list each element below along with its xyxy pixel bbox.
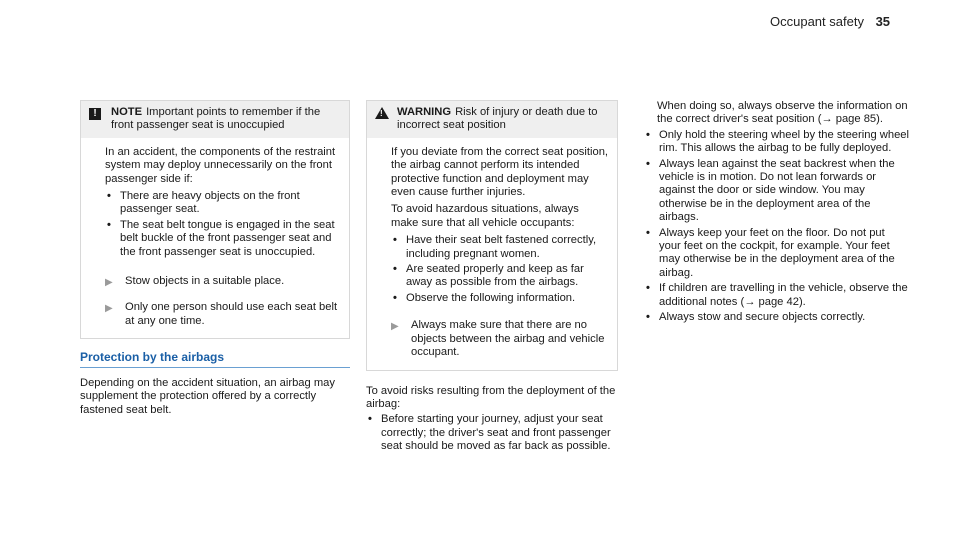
list-item: • Are seated properly and keep as far away as possible from the airbags. (393, 263, 584, 289)
list-item: • Only hold the steering wheel by the steering wheel rim. This allows the airbag to be fully deployed. (646, 128, 910, 155)
warning-box (366, 100, 618, 371)
bullet-icon: • (646, 226, 650, 239)
airbag-risk-text (366, 385, 618, 454)
warning-paragraph: To avoid hazardous situations, always make sure that all vehicle occupants: (391, 203, 579, 229)
middle-column (366, 100, 618, 456)
list-item: • Observe the following information. (393, 291, 576, 304)
section-body: Depending on the accident situation, an airbag may supplement the protection offered by a correctly fastened seat belt. (80, 377, 335, 416)
warning-box-header (367, 101, 617, 138)
right-column (644, 100, 909, 327)
list-item: • There are heavy objects on the front passenger seat. (107, 190, 300, 216)
note-box-body (81, 138, 349, 338)
list-item: • Always keep your feet on the floor. Do not put your feet on the cockpit, for example. Your feet may otherwise be in the deployment area of the airbag. (646, 226, 895, 279)
list-item: • Always lean against the seat backrest when the vehicle is in motion. Do not lean forwards or against the door or side window. You may otherwise be in the deployment area of the airbags. (646, 157, 895, 224)
exclamation-icon: ! (89, 108, 101, 120)
list-item: • If children are travelling in the vehicle, observe the additional notes (→ page 42). (646, 282, 908, 308)
running-head (770, 14, 946, 29)
note-keyword: NOTE (111, 106, 143, 118)
left-column (80, 100, 350, 339)
section-heading: Protection by the airbags (80, 350, 350, 368)
warning-paragraph: If you deviate from the correct seat position, the airbag cannot perform its intended protective function and deployment may even cause further injuries. (391, 145, 609, 199)
bullet-icon: • (646, 128, 650, 141)
warning-triangle-icon: ! (375, 107, 389, 119)
bullet-icon: • (646, 282, 650, 295)
bullet-icon: • (393, 263, 397, 276)
note-box-header (81, 101, 349, 138)
section-title: Occupant safety (770, 14, 864, 29)
bullet-icon: • (646, 157, 650, 170)
step-item: ▶ Stow objects in a suitable place. (105, 275, 285, 289)
bullet-icon: • (107, 190, 111, 203)
bullet-icon: • (368, 413, 372, 426)
play-arrow-icon: ▶ (105, 277, 113, 289)
note-heading: Important points to remember if the front passenger seat is unoccupied (111, 106, 321, 132)
bullet-icon: • (393, 291, 397, 304)
list-item: • Before starting your journey, adjust your seat correctly; the driver's seat and front passenger seat should be moved as far back as possible. (368, 413, 611, 453)
page-number: 35 (875, 14, 891, 29)
warning-heading: Risk of injury or death due to incorrect seat position (397, 106, 598, 132)
list-item: • The seat belt tongue is engaged in the seat belt buckle of the front passenger seat and the front passenger seat is unoccupied. (107, 218, 335, 258)
warning-box-body (367, 138, 617, 370)
bullet-icon: • (107, 218, 111, 231)
bullet-icon: • (393, 234, 397, 247)
warning-keyword: WARNING (397, 106, 452, 118)
play-arrow-icon: ▶ (105, 303, 113, 315)
note-box (80, 100, 350, 339)
play-arrow-icon: ▶ (391, 321, 399, 333)
list-item: • Always stow and secure objects correctly. (646, 311, 866, 324)
step-item: ▶ Only one person should use each seat belt at any one time. (105, 301, 338, 327)
paragraph: To avoid risks resulting from the deployment of the airbag: (366, 384, 616, 410)
note-intro: In an accident, the components of the restraint system may deploy unnecessarily on the front passenger side if: (105, 145, 336, 185)
bullet-icon: • (646, 311, 650, 324)
step-item: ▶ Always make sure that there are no objects between the airbag and vehicle occupant. (391, 319, 605, 359)
list-item: • Have their seat belt fastened correctly, including pregnant women. (393, 234, 597, 260)
continuation-paragraph: When doing so, always observe the information on the correct driver's seat position (→ page 85). (657, 100, 908, 126)
